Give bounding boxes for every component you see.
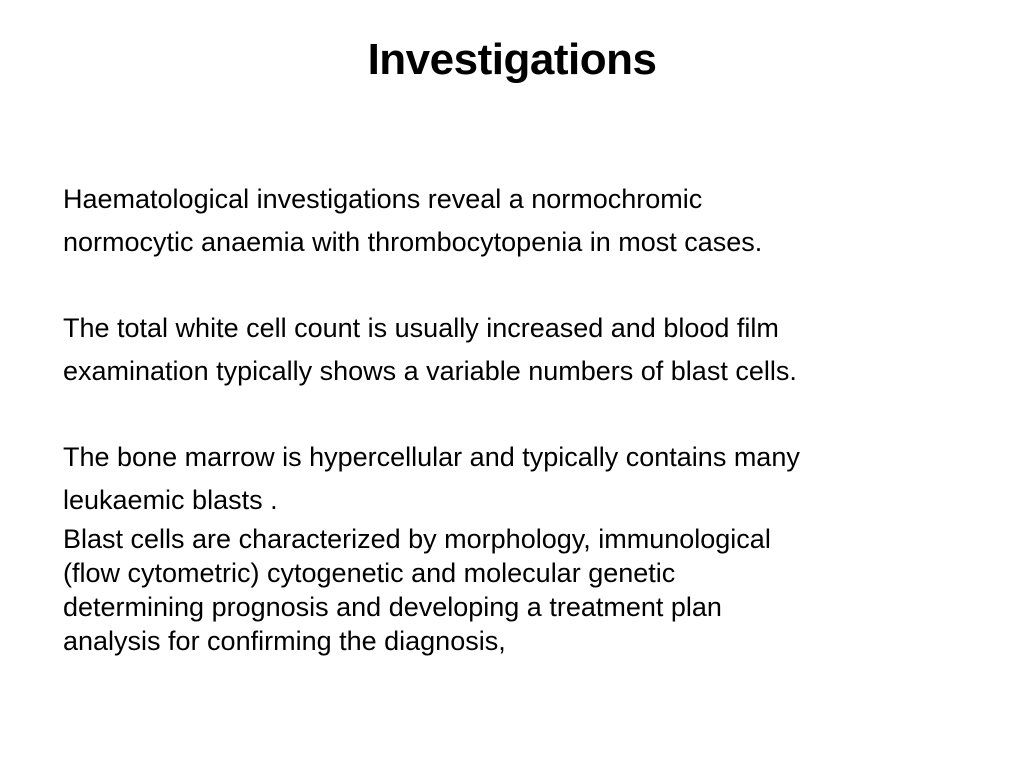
- paragraph-spacer: [63, 264, 993, 307]
- paragraph-haematological: [63, 178, 993, 264]
- slide-title: Investigations: [367, 35, 657, 84]
- paragraph-white-cell-count: [63, 307, 993, 393]
- paragraph-line: leukaemic blasts .: [63, 485, 278, 515]
- paragraph-line: determining prognosis and developing a treatment plan: [63, 592, 722, 622]
- paragraph-bone-marrow: [63, 436, 993, 522]
- paragraph-line: (flow cytometric) cytogenetic and molecular genetic: [63, 558, 676, 588]
- paragraph-line: examination typically shows a variable numbers of blast cells.: [63, 356, 797, 386]
- paragraph-line: analysis for confirming the diagnosis,: [63, 626, 506, 656]
- paragraph-line: Blast cells are characterized by morphology, immunological: [63, 524, 771, 554]
- slide-body: [63, 178, 993, 658]
- paragraph-blast-cells: [63, 522, 993, 658]
- paragraph-line: normocytic anaemia with thrombocytopenia in most cases.: [63, 227, 763, 257]
- paragraph-spacer: [63, 393, 993, 436]
- paragraph-line: Haematological investigations reveal a normochromic: [63, 184, 703, 214]
- paragraph-line: The bone marrow is hypercellular and typically contains many: [63, 442, 800, 472]
- paragraph-line: The total white cell count is usually increased and blood film: [63, 313, 779, 343]
